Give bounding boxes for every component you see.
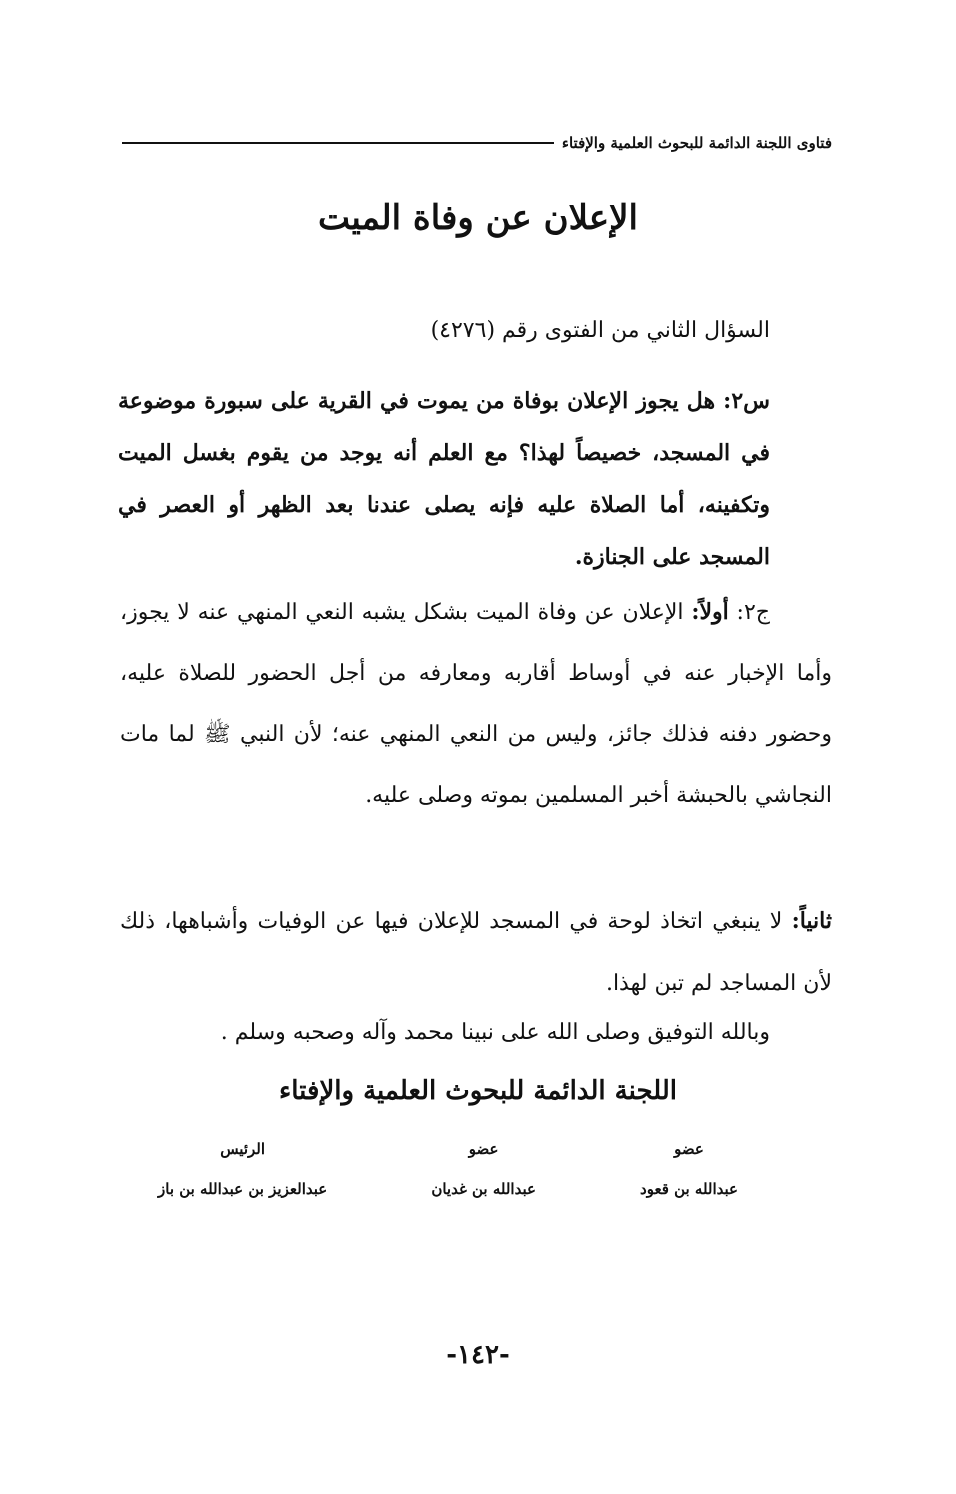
answer-lead: أولاً:	[691, 599, 729, 625]
answer-text: الإعلان عن وفاة الميت بشكل يشبه النعي المنهي عنه لا يجوز، وأما الإخبار عنه في أوساط أقاربه ومعارفه من أجل الحضور للصلاة عليه، وحضور دفنه فذلك جائز، وليس من النعي المنهي عنه؛ لأن النبي ﷺ لما مات النجاشي بالحبشة أخبر المسلمين بموته وصلى عليه.	[120, 600, 832, 808]
signatory-role: عضو	[468, 1140, 499, 1158]
header-rule	[122, 142, 554, 144]
signatory-role: عضو	[674, 1140, 704, 1158]
signatory-role: الرئيس	[220, 1140, 266, 1158]
signatory-name: عبدالله بن قعود	[640, 1180, 738, 1198]
signatory-name: عبدالله بن غديان	[431, 1180, 536, 1198]
page-title: الإعلان عن وفاة الميت	[317, 198, 638, 238]
signatory	[431, 1140, 536, 1198]
running-header-title: فتاوى اللجنة الدائمة للبحوث العلمية والإفتاء	[561, 134, 832, 152]
answer-paragraph	[120, 582, 832, 826]
running-header	[122, 128, 832, 158]
closing-line: وبالله التوفيق وصلى الله على نبينا محمد وآله وصحبه وسلم .	[220, 1020, 770, 1045]
second-lead: ثانياً:	[791, 908, 832, 934]
page-number: -١٤٢-	[446, 1340, 510, 1370]
signatory-name: عبدالعزيز بن عبدالله بن باز	[158, 1180, 328, 1198]
answer-prefix: ج٢:	[728, 600, 770, 625]
committee-name: اللجنة الدائمة للبحوث العلمية والإفتاء	[279, 1076, 677, 1106]
signatory	[640, 1140, 738, 1198]
signatory	[158, 1140, 327, 1198]
signatures	[158, 1140, 738, 1198]
question-text: س٢: هل يجوز الإعلان بوفاة من يموت في القرية على سبورة موضوعة في المسجد، خصيصاً لهذا؟ مع العلم أنه يوجد من يقوم بغسل الميت وتكفينه، أما الصلاة عليه فإنه يصلى عندنا بعد الظهر أو العصر في المسجد على الجنازة.	[118, 388, 770, 570]
second-text: لا ينبغي اتخاذ لوحة في المسجد للإعلان فيها عن الوفيات وأشباهها، ذلك لأن المساجد لم تبن لهذا.	[120, 909, 832, 996]
question-reference: السؤال الثاني من الفتوى رقم (٤٢٧٦)	[430, 318, 770, 343]
second-paragraph	[120, 890, 832, 1015]
